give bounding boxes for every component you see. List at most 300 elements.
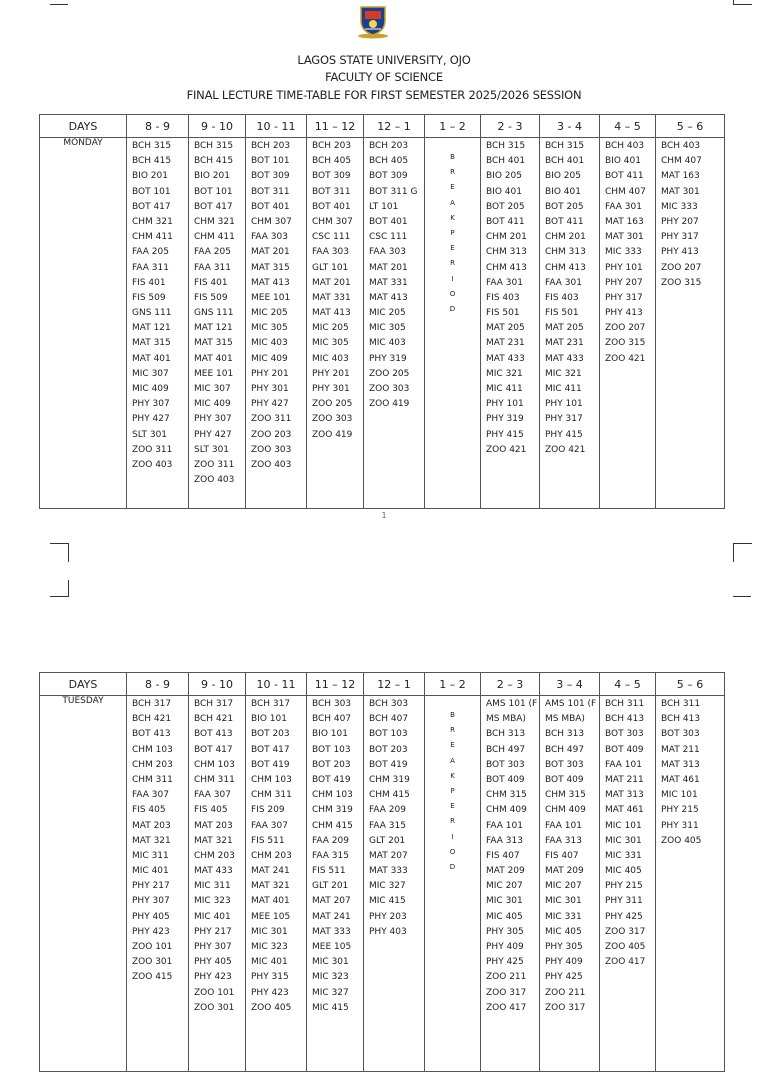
- time-slot-cell: [600, 696, 656, 1072]
- course-code: PHY 101: [545, 399, 583, 410]
- course-code: MAT 211: [661, 744, 700, 755]
- course-code: BCH 497: [545, 744, 585, 755]
- column-header: 9 - 10: [189, 673, 246, 696]
- course-code: BCH 407: [312, 714, 352, 725]
- column-header: 5 – 6: [656, 673, 725, 696]
- course-code: ZOO 101: [132, 942, 173, 952]
- course-code: ZOO 405: [661, 835, 702, 846]
- course-code: PHY 215: [661, 805, 699, 816]
- course-code: ZOO 317: [605, 926, 646, 937]
- course-code: MIC 321: [486, 368, 523, 379]
- course-code: CHM 103: [312, 790, 353, 801]
- course-code: MIC 321: [545, 368, 582, 379]
- break-letter: I: [451, 832, 454, 841]
- column-header: 3 – 4: [540, 673, 600, 696]
- course-code: MAT 401: [251, 896, 290, 907]
- course-code: PHY 311: [605, 896, 643, 907]
- course-code: PHY 307: [132, 896, 170, 907]
- course-code: ZOO 101: [194, 987, 235, 998]
- time-slot-cell: [307, 138, 364, 509]
- break-letter: R: [450, 726, 455, 735]
- course-code: MAT 241: [251, 866, 290, 877]
- break-letter: B: [450, 153, 455, 161]
- course-code: CHM 321: [194, 216, 235, 227]
- course-code: PHY 423: [194, 972, 232, 983]
- course-code: ZOO 311: [132, 444, 173, 455]
- course-code: PHY 301: [312, 384, 350, 394]
- break-letter: R: [450, 817, 455, 826]
- column-header: 4 – 5: [600, 673, 656, 696]
- course-code: CHM 409: [486, 805, 527, 816]
- course-code: MIC 301: [312, 957, 349, 968]
- break-letter: K: [450, 771, 455, 780]
- course-code: GNS 111: [194, 308, 234, 319]
- course-code: GLT 101: [312, 262, 349, 273]
- course-code: MAT 209: [545, 866, 584, 877]
- course-code: BCH 497: [486, 744, 526, 755]
- course-code: CHM 407: [661, 156, 702, 167]
- course-code: MEE 105: [251, 911, 291, 922]
- course-code: CHM 201: [486, 232, 527, 243]
- column-header: 12 – 1: [364, 115, 425, 138]
- break-period-letters: [425, 696, 480, 869]
- tuesday-timetable: [39, 672, 725, 1072]
- course-code: MAT 211: [605, 774, 644, 785]
- course-code: ZOO 303: [312, 414, 353, 425]
- course-code: CHM 311: [132, 774, 173, 785]
- course-list: [600, 138, 655, 367]
- course-code: ZOO 315: [605, 338, 646, 349]
- time-slot-cell: [481, 138, 540, 509]
- course-code: MAT 313: [605, 790, 644, 801]
- course-code: MIC 305: [369, 323, 406, 334]
- course-code: CHM 407: [605, 186, 646, 197]
- course-code: BCH 317: [132, 699, 172, 709]
- break-letter: O: [449, 847, 456, 856]
- course-code: BCH 405: [369, 156, 409, 167]
- course-code: PHY 413: [661, 247, 699, 258]
- time-slot-cell: [364, 696, 425, 1072]
- course-code: BOT 103: [312, 744, 351, 755]
- course-code: MIC 405: [486, 911, 523, 922]
- course-code: PHY 311: [661, 820, 699, 831]
- course-code: FAA 209: [369, 805, 406, 816]
- crop-mark: [50, 580, 69, 597]
- course-code: BOT 417: [194, 201, 233, 212]
- course-code: MIC 403: [369, 338, 406, 349]
- course-code: PHY 307: [194, 414, 232, 425]
- course-code: MEE 101: [194, 368, 234, 379]
- course-list: [540, 138, 599, 458]
- course-code: CHM 319: [312, 805, 353, 816]
- course-code: BOT 413: [132, 729, 171, 740]
- course-code: PHY 215: [605, 881, 643, 892]
- course-code: BOT 309: [251, 171, 290, 182]
- course-code: FAA 101: [545, 820, 582, 831]
- course-code: FAA 315: [369, 820, 406, 831]
- course-code: BOT 419: [369, 759, 408, 770]
- column-header: 11 – 12: [307, 673, 364, 696]
- course-code: FIS 403: [545, 292, 579, 303]
- course-code: MIC 205: [251, 308, 288, 319]
- course-code: MAT 201: [312, 277, 351, 288]
- time-slot-cell: [189, 696, 246, 1072]
- course-list: [246, 696, 306, 1016]
- course-code: MAT 321: [132, 835, 171, 846]
- course-code: MAT 313: [661, 759, 700, 770]
- course-code: PHY 101: [486, 399, 524, 410]
- course-code: MIC 301: [251, 926, 288, 937]
- course-code: CHM 103: [132, 744, 173, 755]
- course-code: MAT 121: [194, 323, 233, 334]
- course-code: FAA 307: [132, 790, 169, 801]
- course-code: BOT 401: [369, 216, 408, 227]
- course-code: BOT 205: [486, 201, 525, 212]
- break-letter: E: [450, 183, 455, 192]
- time-slot-cell: [364, 138, 425, 509]
- course-code: MIC 101: [661, 790, 698, 801]
- course-code: BCH 313: [486, 729, 526, 740]
- course-code: MIC 401: [194, 911, 231, 922]
- course-code: MS MBA): [486, 714, 526, 725]
- course-code: MIC 401: [132, 866, 169, 877]
- course-code: BOT 103: [369, 729, 408, 740]
- break-letter: B: [450, 711, 455, 719]
- course-code: MIC 207: [545, 881, 582, 892]
- course-code: MAT 207: [312, 896, 351, 907]
- course-code: FAA 311: [194, 262, 231, 273]
- course-code: BOT 401: [251, 201, 290, 212]
- course-code: BOT 303: [486, 759, 525, 770]
- course-code: MAT 461: [605, 805, 644, 816]
- course-code: AMS 101 (F: [486, 699, 538, 709]
- crop-mark: [50, 543, 69, 562]
- course-code: CHM 307: [312, 216, 353, 227]
- course-code: BOT 417: [132, 201, 171, 212]
- time-slot-cell: [127, 138, 189, 509]
- break-letter: E: [450, 244, 455, 253]
- course-code: FAA 315: [312, 850, 349, 861]
- course-code: BOT 411: [486, 216, 525, 227]
- course-code: MIC 333: [661, 201, 698, 212]
- column-header: 3 - 4: [540, 115, 600, 138]
- course-code: MIC 323: [251, 942, 288, 952]
- course-code: FIS 509: [194, 292, 228, 303]
- course-code: BOT 101: [251, 156, 290, 167]
- column-header: 1 – 2: [425, 115, 481, 138]
- course-code: ZOO 317: [545, 1002, 586, 1013]
- course-code: FAA 303: [251, 232, 288, 243]
- time-slot-cell: [246, 138, 307, 509]
- course-code: ZOO 405: [251, 1002, 292, 1013]
- course-code: BIO 205: [486, 171, 522, 182]
- course-code: BOT 309: [369, 171, 408, 182]
- course-code: MAT 163: [605, 216, 644, 227]
- course-code: BIO 101: [312, 729, 348, 740]
- course-code: CSC 111: [312, 232, 351, 243]
- course-code: PHY 217: [194, 926, 232, 937]
- course-code: BIO 205: [545, 171, 581, 182]
- course-code: MAT 207: [369, 850, 408, 861]
- course-code: MIC 207: [486, 881, 523, 892]
- course-code: FIS 501: [486, 308, 520, 319]
- column-header: 10 - 11: [246, 115, 307, 138]
- course-code: ZOO 419: [312, 429, 353, 440]
- course-code: FAA 205: [132, 247, 169, 258]
- course-code: PHY 319: [369, 353, 407, 364]
- course-code: BOT 311: [312, 186, 351, 197]
- course-code: MIC 411: [545, 384, 582, 394]
- course-code: PHY 305: [545, 942, 583, 952]
- break-period-letters: [425, 138, 480, 311]
- course-code: MAT 413: [251, 277, 290, 288]
- course-code: FAA 301: [545, 277, 582, 288]
- course-code: FIS 209: [251, 805, 285, 816]
- course-code: CHM 315: [486, 790, 527, 801]
- course-code: BCH 421: [194, 714, 234, 725]
- column-header: 8 - 9: [127, 115, 189, 138]
- course-code: MAT 331: [312, 292, 351, 303]
- course-code: BIO 201: [194, 171, 230, 182]
- course-code: ZOO 317: [486, 987, 527, 998]
- course-code: MIC 323: [312, 972, 349, 983]
- course-code: BCH 315: [486, 141, 526, 151]
- course-code: PHY 415: [486, 429, 524, 440]
- course-code: MAT 333: [312, 926, 351, 937]
- course-code: MEE 101: [251, 292, 291, 303]
- course-code: MAT 433: [545, 353, 584, 364]
- course-code: MAT 413: [312, 308, 351, 319]
- course-code: MIC 307: [194, 384, 231, 394]
- course-code: BCH 407: [369, 714, 409, 725]
- crop-mark: [733, 543, 752, 562]
- course-code: BOT 417: [251, 744, 290, 755]
- course-code: PHY 413: [605, 308, 643, 319]
- university-name: LAGOS STATE UNIVERSITY, OJO: [297, 53, 471, 67]
- course-code: FIS 401: [132, 277, 166, 288]
- course-code: MAT 401: [132, 353, 171, 364]
- course-code: CHM 103: [194, 759, 235, 770]
- course-code: BCH 203: [312, 141, 352, 151]
- course-code: MAT 461: [661, 774, 700, 785]
- course-code: PHY 425: [486, 957, 524, 968]
- course-code: BOT 409: [545, 774, 584, 785]
- time-slot-cell: [540, 696, 600, 1072]
- course-list: [189, 138, 245, 488]
- break-letter: R: [450, 168, 455, 177]
- course-code: PHY 101: [605, 262, 643, 273]
- course-code: PHY 427: [194, 429, 232, 440]
- course-code: BOT 409: [486, 774, 525, 785]
- time-slot-cell: [307, 696, 364, 1072]
- break-letter: K: [450, 213, 455, 222]
- university-crest-logo: [355, 3, 391, 39]
- course-code: ZOO 207: [605, 323, 646, 334]
- time-slot-cell: [656, 696, 725, 1072]
- break-letter: P: [450, 228, 455, 237]
- time-slot-cell: [127, 696, 189, 1072]
- break-period-cell: [425, 138, 481, 509]
- course-code: PHY 305: [486, 926, 524, 937]
- course-code: BOT 203: [369, 744, 408, 755]
- course-code: MIC 205: [369, 308, 406, 319]
- course-code: ZOO 403: [194, 475, 235, 486]
- course-code: ZOO 421: [486, 444, 527, 455]
- course-code: ZOO 311: [251, 414, 292, 425]
- column-header: 8 - 9: [127, 673, 189, 696]
- course-code: CHM 413: [545, 262, 586, 273]
- course-code: BOT 401: [312, 201, 351, 212]
- course-code: CHM 313: [545, 247, 586, 258]
- course-code: BCH 203: [369, 141, 409, 151]
- course-code: PHY 317: [661, 232, 699, 243]
- course-code: MIC 415: [312, 1002, 349, 1013]
- course-code: PHY 201: [251, 368, 289, 379]
- course-code: ZOO 403: [251, 459, 292, 470]
- course-code: MS MBA): [545, 714, 585, 725]
- course-code: FIS 405: [194, 805, 228, 816]
- crop-mark: [733, 580, 751, 597]
- course-code: PHY 217: [132, 881, 170, 892]
- course-code: BCH 203: [251, 141, 291, 151]
- course-code: BOT 409: [605, 744, 644, 755]
- course-code: CHM 203: [132, 759, 173, 770]
- course-code: PHY 409: [545, 957, 583, 968]
- column-header: 2 - 3: [481, 115, 540, 138]
- course-code: FAA 303: [369, 247, 406, 258]
- faculty-name: FACULTY OF SCIENCE: [325, 70, 443, 84]
- course-code: ZOO 315: [661, 277, 702, 288]
- course-list: [540, 696, 599, 1016]
- time-slot-cell: [189, 138, 246, 509]
- course-code: MIC 403: [251, 338, 288, 349]
- course-code: MAT 321: [251, 881, 290, 892]
- course-code: BOT 417: [194, 744, 233, 755]
- course-code: BOT 203: [251, 729, 290, 740]
- course-code: FIS 401: [194, 277, 228, 288]
- course-code: CHM 411: [132, 232, 173, 243]
- course-code: BCH 311: [661, 699, 701, 709]
- break-letter: A: [450, 198, 455, 207]
- course-code: ZOO 207: [661, 262, 702, 273]
- course-code: MIC 307: [132, 368, 169, 379]
- course-code: BCH 303: [312, 699, 352, 709]
- course-code: ZOO 415: [132, 972, 173, 983]
- course-code: LT 101: [369, 201, 399, 212]
- course-code: ZOO 303: [369, 384, 410, 394]
- course-code: BOT 419: [312, 774, 351, 785]
- course-code: MAT 333: [369, 866, 408, 877]
- course-code: BCH 413: [605, 714, 645, 725]
- course-code: ZOO 205: [369, 368, 410, 379]
- course-code: FAA 301: [486, 277, 523, 288]
- course-code: FAA 313: [486, 835, 523, 846]
- course-code: MAT 163: [661, 171, 700, 182]
- course-code: BCH 315: [194, 141, 234, 151]
- course-code: MIC 205: [312, 323, 349, 334]
- course-code: GLT 201: [312, 881, 349, 892]
- course-code: MIC 327: [369, 881, 406, 892]
- time-slot-cell: [540, 138, 600, 509]
- course-code: BOT 311 G: [369, 186, 418, 197]
- course-code: MAT 121: [132, 323, 171, 334]
- crop-mark: [50, 0, 68, 5]
- course-list: [600, 696, 655, 970]
- course-code: PHY 203: [369, 911, 407, 922]
- course-code: BIO 401: [486, 186, 522, 197]
- course-list: [246, 138, 306, 473]
- course-code: PHY 207: [605, 277, 643, 288]
- course-code: FAA 307: [251, 820, 288, 831]
- course-code: MIC 409: [132, 384, 169, 394]
- course-code: MIC 323: [194, 896, 231, 907]
- course-code: BOT 205: [545, 201, 584, 212]
- course-code: PHY 317: [545, 414, 583, 425]
- course-code: ZOO 311: [194, 459, 235, 470]
- course-code: CHM 315: [545, 790, 586, 801]
- course-code: BCH 401: [545, 156, 585, 167]
- course-code: PHY 425: [545, 972, 583, 983]
- course-code: CHM 307: [251, 216, 292, 227]
- course-code: BOT 203: [312, 759, 351, 770]
- course-code: MAT 201: [251, 247, 290, 258]
- course-code: MIC 301: [486, 896, 523, 907]
- course-code: CHM 311: [251, 790, 292, 801]
- course-code: ZOO 417: [486, 1002, 527, 1013]
- course-code: BCH 315: [132, 141, 172, 151]
- course-code: MAT 231: [545, 338, 584, 349]
- course-code: ZOO 421: [545, 444, 586, 455]
- course-code: PHY 409: [486, 942, 524, 952]
- course-code: ZOO 405: [605, 942, 646, 952]
- course-list: [364, 138, 424, 412]
- course-code: FAA 303: [312, 247, 349, 258]
- timetable-title: FINAL LECTURE TIME-TABLE FOR FIRST SEMESTER 2025/2026 SESSION: [186, 88, 582, 102]
- course-list: [481, 138, 539, 458]
- course-code: CHM 409: [545, 805, 586, 816]
- course-code: BCH 413: [661, 714, 701, 725]
- course-code: BCH 421: [132, 714, 172, 725]
- course-code: FIS 511: [312, 866, 346, 877]
- course-code: ZOO 417: [605, 957, 646, 968]
- course-code: MIC 415: [369, 896, 406, 907]
- course-code: MAT 315: [132, 338, 171, 349]
- course-code: ZOO 403: [132, 459, 173, 470]
- course-code: CHM 319: [369, 774, 410, 785]
- break-letter: A: [450, 756, 455, 765]
- course-code: CHM 313: [486, 247, 527, 258]
- course-code: BIO 401: [545, 186, 581, 197]
- course-code: FIS 407: [486, 850, 520, 861]
- column-header: 1 – 2: [425, 673, 481, 696]
- course-code: MIC 305: [251, 323, 288, 334]
- course-code: CHM 413: [486, 262, 527, 273]
- course-code: MAT 201: [369, 262, 408, 273]
- course-code: FAA 307: [194, 790, 231, 801]
- break-letter: E: [450, 802, 455, 811]
- course-code: PHY 415: [545, 429, 583, 440]
- course-list: [481, 696, 539, 1016]
- course-code: FIS 511: [251, 835, 285, 846]
- course-code: BCH 313: [545, 729, 585, 740]
- column-header: 10 - 11: [246, 673, 307, 696]
- course-code: MAT 401: [194, 353, 233, 364]
- course-code: MIC 101: [605, 820, 642, 831]
- course-code: CHM 201: [545, 232, 586, 243]
- break-letter: R: [450, 259, 455, 268]
- course-code: MEE 105: [312, 942, 352, 952]
- course-code: MIC 405: [545, 926, 582, 937]
